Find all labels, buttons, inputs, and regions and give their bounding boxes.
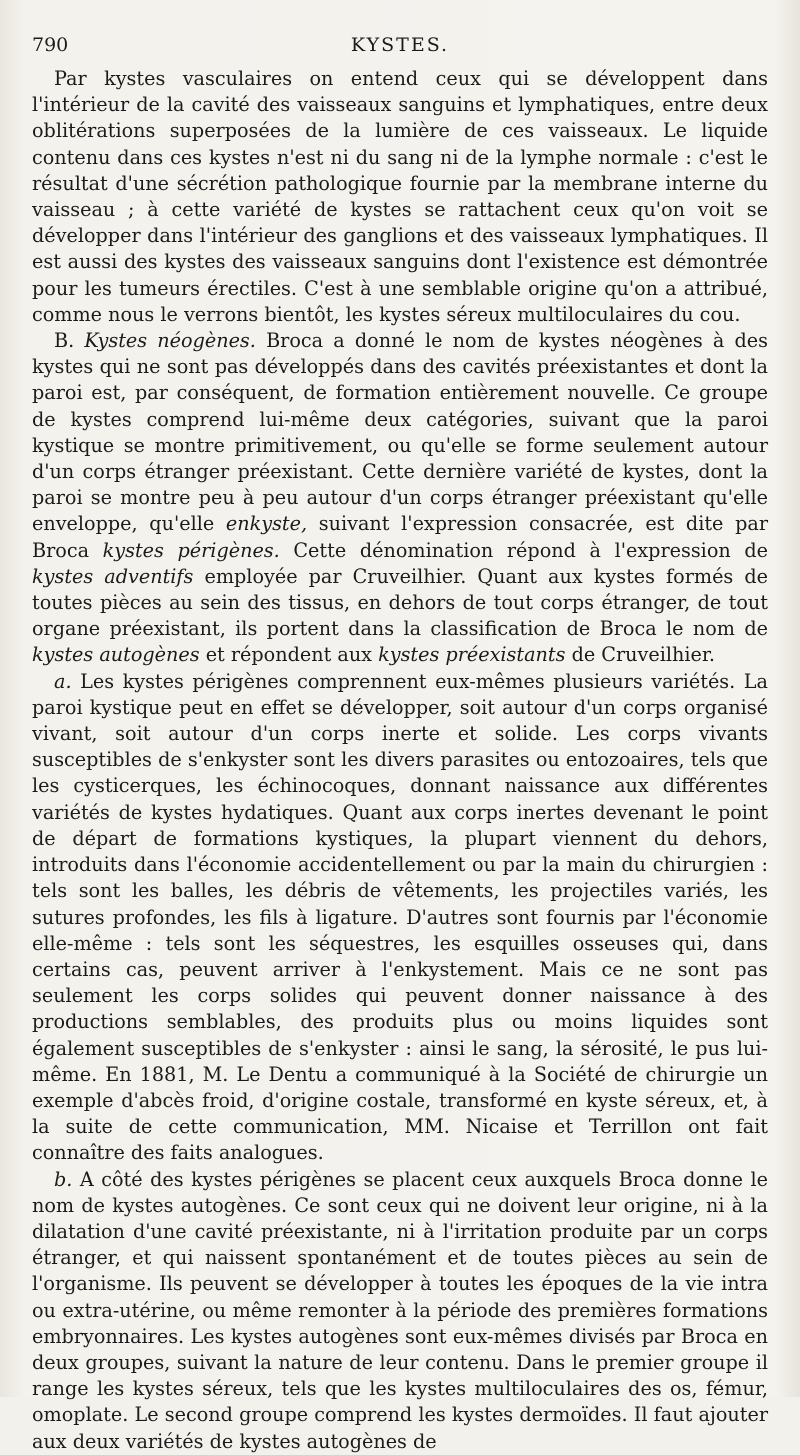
paragraph-text: suivant l'expression consacrée, est dite par Broca [32,512,768,562]
italic-term: kystes autogènes [32,643,200,667]
paragraph-text: A côté des kystes périgènes se placent ceux auxquels Broca donne le nom de kystes autogènes. Ce sont ceux qui ne doivent leur origine, ni à la dilatation d'une cavité préexistante, ni à l'irritation produite par un corps étranger, et qui naissent spontanément et de toutes pièces au sein de l'organisme. Ils peuvent se développer à toutes les époques de la vie intra ou extra-utérine, ou même remonter à la période des premières formations embryonnaires. Les kystes autogènes sont eux-mêmes divisés par Broca en deux groupes, suivant la nature de leur contenu. Dans le premier groupe il range les kystes séreux, tels que les kystes multiloculaires des os, fémur, omoplate. Le second groupe comprend les kystes dermoïdes. Il faut ajouter aux deux variétés de kystes autogènes de [32,1167,768,1453]
paragraph-text: et répondent aux [199,643,379,667]
paragraph-kystes-perigenes [32,669,768,1167]
paragraph-kystes-neogenes [32,328,768,669]
section-letter: B. [54,329,85,353]
paragraph-text: Cette dénomination répond à l'expression de [279,538,768,562]
page-number: 790 [32,34,69,56]
paragraph-text: Broca a donné le nom de kystes néogènes à des kystes qui ne sont pas développés dans des cavités préexistantes et dont la paroi est, par conséquent, de formation entièrement nouvelle. Ce groupe de kystes comprend lui-même deux catégories, suivant que la paroi kystique se montre primitivement, ou qu'elle se forme seulement autour d'un corps étranger préexistant. Cette dernière variété de kystes, dont la paroi se montre peu à peu autour d'un corps étranger préexistant qu'elle enveloppe, qu'elle [32,329,768,536]
body-text [32,66,768,1455]
paragraph-text: employée par Cruveilhier. Quant aux kystes formés de toutes pièces au sein des tissus, en dehors de tout corps étranger, de tout organe préexistant, ils portent dans la classification de Broca le nom de [32,564,768,641]
subsection-letter: a. [54,669,72,693]
italic-term: kystes préexistants [378,643,566,667]
subsection-letter: b. [54,1167,73,1191]
paragraph-kystes-vasculaires [32,66,768,328]
paragraph-kystes-autogenes [32,1167,768,1455]
page-header [32,30,768,60]
section-heading: Kystes néogènes. [84,329,256,353]
paragraph-text: Les kystes périgènes comprennent eux-mêmes plusieurs variétés. La paroi kystique peut en effet se développer, soit autour d'un corps organisé vivant, soit autour d'un corps inerte et solide. Les corps vivants susceptibles de s'enkyster sont les divers parasites ou entozoaires, tels que les cysticerques, les échinocoques, donnant naissance aux différentes variétés de kystes hydatiques. Quant aux corps inertes devenant le point de départ de formations kystiques, la plupart viennent du dehors, introduits dans l'économie accidentellement ou par la main du chirurgien : tels sont les balles, les débris de vêtements, les projectiles variés, les sutures profondes, les fils à ligature. D'autres sont fournis par l'économie elle-même : tels sont les séquestres, les esquilles osseuses qui, dans certains cas, peuvent arriver à l'enkystement. Mais ce ne sont pas seulement les corps solides qui peuvent donner naissance à des productions semblables, des produits plus ou moins liquides sont également susceptibles de s'enkyster : ainsi le sang, la sérosité, le pus lui-même. En 1881, M. Le Dentu a communiqué à la Société de chirurgie un exemple d'abcès froid, d'origine costale, transformé en kyste séreux, et, à la suite de cette communication, MM. Nicaise et Terrillon ont fait connaître des faits analogues. [32,669,768,1165]
paragraph-text: Par kystes vasculaires on entend ceux qui se développent dans l'intérieur de la cavité des vaisseaux sanguins et lymphatiques, entre deux oblitérations superposées de la lumière de ces vaisseaux. Le liquide contenu dans ces kystes n'est ni du sang ni de la lymphe normale : c'est le résultat d'une sécrétion pathologique fournie par la membrane interne du vaisseau ; à cette variété de kystes se rattachent ceux qu'on voit se développer dans l'intérieur des ganglions et des vaisseaux lymphatiques. Il est aussi des kystes des vaisseaux sanguins dont l'existence est démontrée pour les tumeurs érectiles. C'est à une semblable origine qu'on a attribué, comme nous le verrons bientôt, les kystes séreux multiloculaires du cou. [32,67,768,326]
italic-term: enkyste, [225,512,308,536]
paragraph-text: de Cruveilhier. [565,643,715,667]
italic-term: kystes périgènes. [102,538,280,562]
running-title: KYSTES. [350,34,450,56]
italic-term: kystes adventifs [32,564,194,588]
